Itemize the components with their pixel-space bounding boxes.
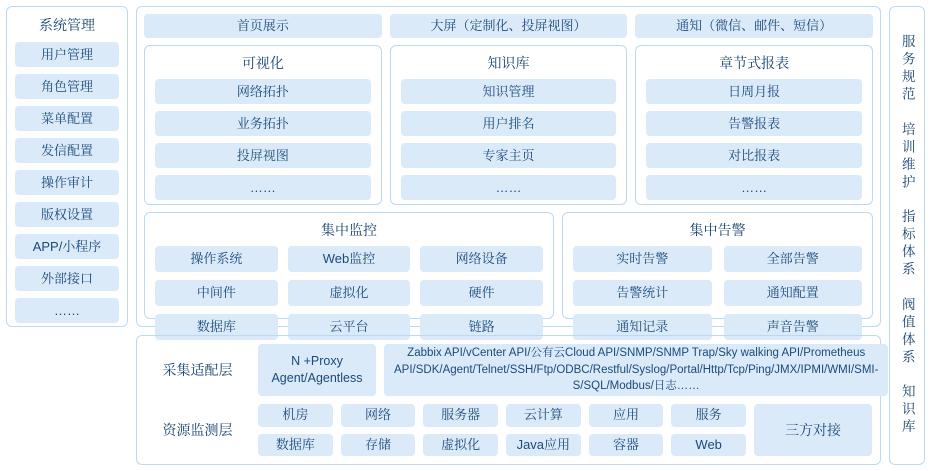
adaptation-layer-row xyxy=(145,344,879,396)
resource-item-network[interactable]: 网络 xyxy=(341,404,416,427)
item-visualization-more[interactable]: …… xyxy=(155,175,371,200)
sidebar-item-copyright-settings[interactable]: 版权设置 xyxy=(15,202,119,227)
sidebar-item-role-management[interactable]: 角色管理 xyxy=(15,74,119,99)
centralized-monitoring-panel xyxy=(144,212,554,335)
adaptation-protocols-chip[interactable]: Zabbix API/vCenter API/公有云Cloud API/SNMP/SNMP Trap/Sky walking API/Prometheus API/SDK/Agent/Telnet/SSH/Ftp/ODBC/Restful/Syslog/Portal/Http/Tcp/Ping/JMX/IPMI/WMI/SMI-S/SQL/Modbus/日志…… xyxy=(384,344,888,396)
third-party-integration-chip[interactable]: 三方对接 xyxy=(754,404,872,456)
tab-notification[interactable]: 通知（微信、邮件、短信） xyxy=(635,14,873,38)
adaptation-layer-label: 采集适配层 xyxy=(162,362,233,378)
left-column xyxy=(6,6,128,465)
resource-item-server[interactable]: 服务器 xyxy=(423,404,498,427)
item-notification-records[interactable]: 通知记录 xyxy=(573,314,712,340)
tab-big-screen[interactable]: 大屏（定制化、投屏视图） xyxy=(390,14,628,38)
item-middleware[interactable]: 中间件 xyxy=(155,280,278,306)
visualization-title: 可视化 xyxy=(241,55,284,71)
resource-item-web[interactable]: Web xyxy=(671,434,746,457)
item-hardware[interactable]: 硬件 xyxy=(420,280,543,306)
item-comparison-report[interactable]: 对比报表 xyxy=(646,143,862,168)
centralized-monitoring-items xyxy=(155,246,543,340)
visualization-panel xyxy=(144,45,382,205)
sidebar-item-more[interactable]: …… xyxy=(15,298,119,323)
item-web-monitoring[interactable]: Web监控 xyxy=(288,246,411,272)
resource-grid xyxy=(258,404,872,456)
item-link[interactable]: 链路 xyxy=(420,314,543,340)
item-database[interactable]: 数据库 xyxy=(155,314,278,340)
top-tabs xyxy=(144,14,873,38)
resource-layer-row xyxy=(145,404,872,456)
sidebar-item-external-interface[interactable]: 外部接口 xyxy=(15,266,119,291)
item-sound-alarm[interactable]: 声音告警 xyxy=(724,314,863,340)
resource-item-java-application[interactable]: Java应用 xyxy=(506,434,581,457)
support-item-threshold-system: 阀值体系 xyxy=(899,296,915,367)
item-alarm-statistics[interactable]: 告警统计 xyxy=(573,280,712,306)
support-system-panel xyxy=(889,6,925,465)
item-virtualization[interactable]: 虚拟化 xyxy=(288,280,411,306)
centralized-alarm-items xyxy=(573,246,862,340)
item-user-ranking[interactable]: 用户排名 xyxy=(401,111,617,136)
resource-item-application[interactable]: 应用 xyxy=(589,404,664,427)
item-realtime-alarm[interactable]: 实时告警 xyxy=(573,246,712,272)
tab-home-display[interactable]: 首页展示 xyxy=(144,14,382,38)
item-operating-system[interactable]: 操作系统 xyxy=(155,246,278,272)
adaptation-agent-chip[interactable]: N +Proxy Agent/Agentless xyxy=(258,344,376,396)
chapter-report-panel xyxy=(635,45,873,205)
resource-item-storage[interactable]: 存储 xyxy=(341,434,416,457)
resource-item-service[interactable]: 服务 xyxy=(671,404,746,427)
resource-layer-label: 资源监测层 xyxy=(162,422,233,438)
support-item-training-maintenance: 培训维护 xyxy=(899,121,915,192)
centralized-alarm-panel xyxy=(562,212,873,335)
item-all-alarm[interactable]: 全部告警 xyxy=(724,246,863,272)
system-management-panel xyxy=(6,6,128,327)
centralized-alarm-title: 集中告警 xyxy=(689,222,746,238)
resource-item-cloud-computing[interactable]: 云计算 xyxy=(506,404,581,427)
resource-item-virtualization[interactable]: 虚拟化 xyxy=(423,434,498,457)
item-business-topology[interactable]: 业务拓扑 xyxy=(155,111,371,136)
item-network-topology[interactable]: 网络拓扑 xyxy=(155,79,371,104)
item-alarm-report[interactable]: 告警报表 xyxy=(646,111,862,136)
visualization-items xyxy=(155,79,371,200)
knowledge-base-title: 知识库 xyxy=(487,55,530,71)
resource-item-machine-room[interactable]: 机房 xyxy=(258,404,333,427)
support-item-knowledge-base: 知识库 xyxy=(899,384,915,437)
item-daily-weekly-monthly-report[interactable]: 日周月报 xyxy=(646,79,862,104)
right-column xyxy=(889,6,925,465)
sidebar-item-user-management[interactable]: 用户管理 xyxy=(15,42,119,67)
item-screen-view[interactable]: 投屏视图 xyxy=(155,143,371,168)
feature-panels-row xyxy=(144,45,873,205)
chapter-report-items xyxy=(646,79,862,200)
sidebar-item-operation-audit[interactable]: 操作审计 xyxy=(15,170,119,195)
support-item-metric-system: 指标体系 xyxy=(899,209,915,280)
knowledge-base-panel xyxy=(390,45,628,205)
item-report-more[interactable]: …… xyxy=(646,175,862,200)
item-knowledge-more[interactable]: …… xyxy=(401,175,617,200)
item-notification-config[interactable]: 通知配置 xyxy=(724,280,863,306)
system-management-items xyxy=(15,42,119,323)
item-network-device[interactable]: 网络设备 xyxy=(420,246,543,272)
monitor-alarm-row xyxy=(144,212,873,335)
resource-item-database[interactable]: 数据库 xyxy=(258,434,333,457)
application-layer-area xyxy=(136,6,881,335)
centralized-monitoring-title: 集中监控 xyxy=(321,222,377,238)
sidebar-item-mail-config[interactable]: 发信配置 xyxy=(15,138,119,163)
collection-resource-area xyxy=(136,335,881,465)
item-expert-homepage[interactable]: 专家主页 xyxy=(401,143,617,168)
support-item-service-standard: 服务规范 xyxy=(899,34,915,105)
knowledge-base-items xyxy=(401,79,617,200)
system-management-title: 系统管理 xyxy=(39,17,95,33)
sidebar-item-menu-config[interactable]: 菜单配置 xyxy=(15,106,119,131)
item-knowledge-management[interactable]: 知识管理 xyxy=(401,79,617,104)
item-cloud-platform[interactable]: 云平台 xyxy=(288,314,411,340)
resource-cells xyxy=(258,404,746,456)
center-column xyxy=(136,6,881,465)
sidebar-item-app-miniprogram[interactable]: APP/小程序 xyxy=(15,234,119,259)
chapter-report-title: 章节式报表 xyxy=(719,55,790,71)
resource-item-container[interactable]: 容器 xyxy=(589,434,664,457)
